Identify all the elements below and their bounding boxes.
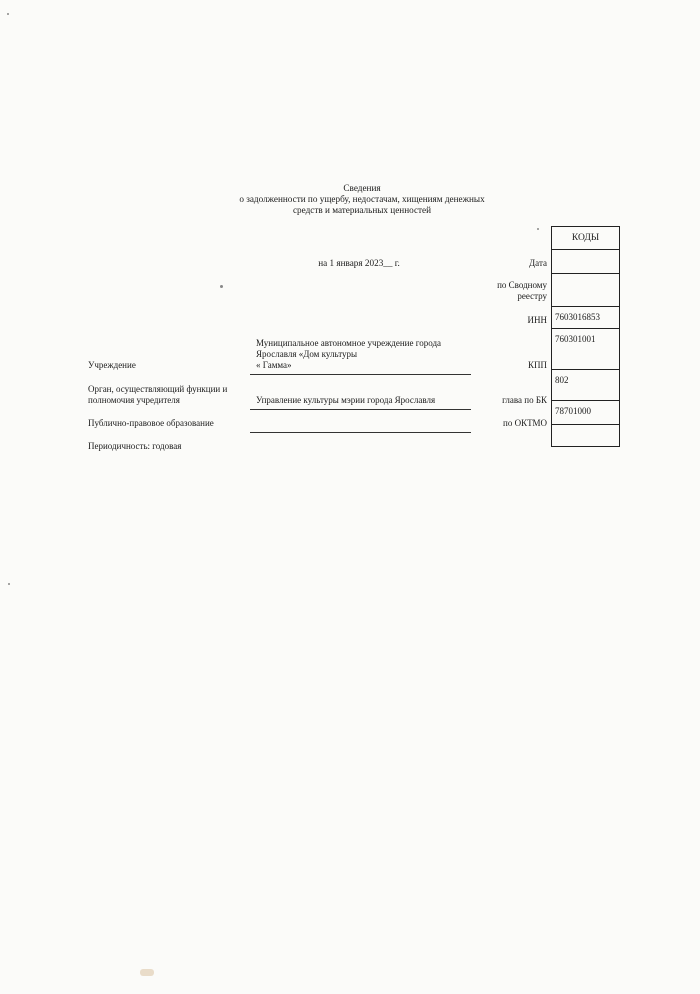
title-line-2: о задолженности по ущербу, недостачам, хищениям денежных [239, 194, 485, 204]
report-date: на 1 января 2023__ г. [318, 258, 400, 268]
code-kpp: 760301001 [552, 329, 619, 370]
scan-speck [7, 13, 9, 15]
label-founder-body-1: Орган, осуществляющий функции и [88, 384, 228, 394]
label-oktmo: по ОКТМО [503, 418, 547, 428]
title-line-1: Сведения [343, 183, 381, 193]
label-kpp: КПП [527, 360, 547, 370]
scan-speck [220, 285, 223, 288]
title-line-3: средств и материальных ценностей [292, 205, 432, 215]
code-periodicity [552, 425, 619, 447]
document-title [200, 183, 524, 216]
public-entity-underline [250, 432, 471, 433]
code-consolidated [552, 274, 619, 307]
code-oktmo: 78701000 [552, 401, 619, 425]
label-date: Дата [529, 258, 547, 268]
institution-name-line-2: Ярославля «Дом культуры [256, 349, 358, 359]
institution-name-line-3: « Гамма» [256, 360, 292, 370]
scan-speck [537, 228, 539, 230]
label-institution: Учреждение [88, 360, 136, 370]
institution-name-line-1: Муниципальное автономное учреждение города [256, 338, 442, 348]
code-inn: 7603016853 [552, 307, 619, 329]
code-bk-head: 802 [552, 370, 619, 401]
code-date [552, 250, 619, 274]
label-public-entity: Публично-правовое образование [88, 418, 214, 428]
founder-name: Управление культуры мэрии города Ярославля [256, 395, 436, 405]
codes-table [551, 226, 620, 447]
label-consolidated-1: по Сводному [497, 280, 547, 290]
scan-smudge [140, 969, 154, 976]
codes-header: КОДЫ [552, 227, 619, 250]
label-founder-body-2: полномочия учредителя [88, 395, 180, 405]
scan-speck [8, 583, 10, 585]
founder-underline [250, 409, 471, 410]
label-consolidated-2: реестру [517, 291, 547, 301]
label-periodicity: Периодичность: годовая [88, 441, 182, 451]
institution-underline [250, 374, 471, 375]
label-bk-head: глава по БК [502, 395, 547, 405]
label-inn: ИНН [527, 315, 547, 325]
